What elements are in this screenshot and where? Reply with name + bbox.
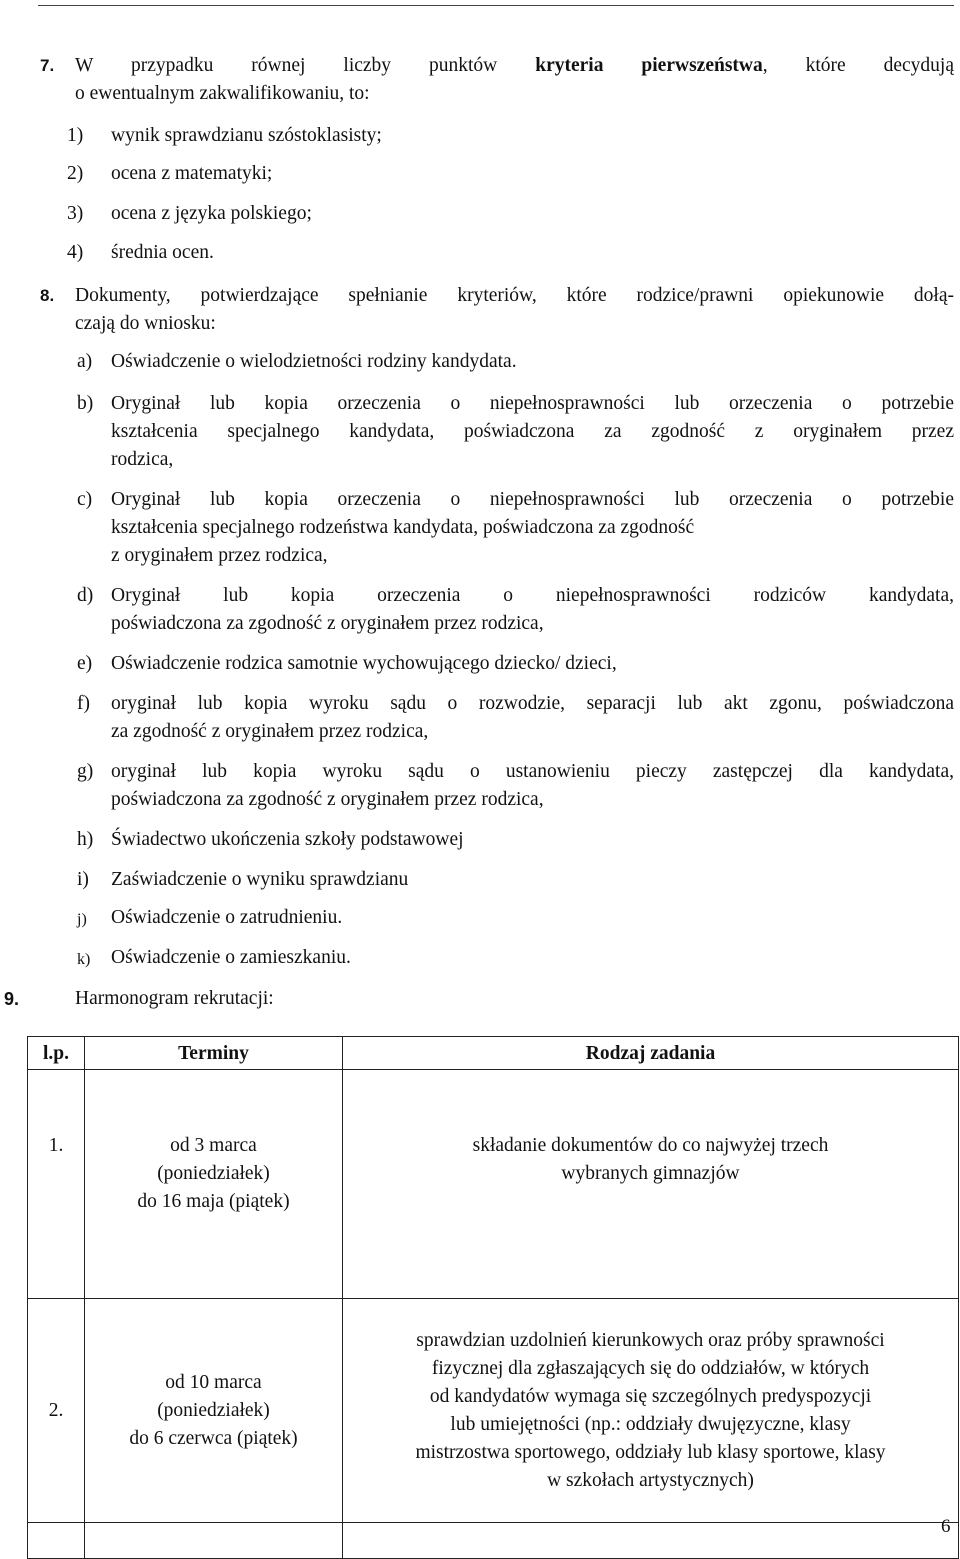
table-row-empty <box>28 1523 959 1559</box>
section-9-title: Harmonogram rekrutacji: <box>75 988 274 1009</box>
list-marker: 1) <box>67 125 84 146</box>
list-item-line: rodzica, <box>111 449 174 470</box>
list-item: Oświadczenie o wielodzietności rodziny kandydata. <box>111 351 517 372</box>
list-item: ocena z języka polskiego; <box>111 203 312 224</box>
table-row <box>28 1299 959 1523</box>
list-item-line: Oryginał lub kopia orzeczenia o niepełnosprawności lub orzeczenia o potrzebie <box>111 393 954 414</box>
list-marker: i) <box>77 869 89 890</box>
list-item: Zaświadczenie o wyniku sprawdzianu <box>111 869 409 890</box>
list-item-line: kształcenia specjalnego rodzeństwa kandydata, poświadczona za zgodność <box>111 517 695 538</box>
list-marker: d) <box>77 585 94 606</box>
list-item: Oświadczenie rodzica samotnie wychowującego dziecko/ dzieci, <box>111 653 617 674</box>
list-marker: h) <box>77 829 94 850</box>
schedule-table <box>27 1036 959 1559</box>
section-8-line-1: Dokumenty, potwierdzające spełnianie kryteriów, które rodzice/prawni opiekunowie dołą- <box>75 285 954 306</box>
list-item-line: za zgodność z oryginałem przez rodzica, <box>111 721 429 742</box>
list-item-line: poświadczona za zgodność z oryginałem przez rodzica, <box>111 613 544 634</box>
list-item-line: poświadczona za zgodność z oryginałem przez rodzica, <box>111 789 544 810</box>
list-marker: e) <box>77 653 93 674</box>
header-lp: l.p. <box>28 1037 85 1070</box>
list-marker: 2) <box>67 163 84 184</box>
cell-terms <box>85 1523 343 1559</box>
list-marker: 4) <box>67 242 84 263</box>
list-item: wynik sprawdzianu szóstoklasisty; <box>111 125 382 146</box>
list-item: średnia ocen. <box>111 242 214 263</box>
cell-task <box>343 1523 959 1559</box>
list-marker: a) <box>77 351 93 372</box>
list-item-line: oryginał lub kopia wyroku sądu o ustanowieniu pieczy zastępczej dla kandydata, <box>111 761 954 782</box>
list-marker: 3) <box>67 203 84 224</box>
list-item-line: oryginał lub kopia wyroku sądu o rozwodzie, separacji lub akt zgonu, poświadczona <box>111 693 954 714</box>
cell-lp: 2. <box>28 1299 85 1523</box>
list-item-line: kształcenia specjalnego kandydata, poświadczona za zgodność z oryginałem przez <box>111 421 954 442</box>
header-terms: Terminy <box>85 1037 343 1070</box>
table-row <box>28 1070 959 1299</box>
cell-terms: od 3 marca (poniedziałek) do 16 maja (piątek) <box>85 1070 343 1299</box>
list-item: Oświadczenie o zamieszkaniu. <box>111 947 351 968</box>
section-7-line-1: W przypadku równej liczby punktów kryteria pierwszeństwa, które decydują <box>75 55 954 76</box>
cell-lp <box>28 1523 85 1559</box>
list-marker: f) <box>77 693 90 714</box>
section-9-number: 9. <box>4 989 20 1009</box>
list-marker: k) <box>77 951 91 968</box>
priority-criteria-bold: kryteria pierwszeństwa <box>535 55 763 76</box>
cell-task: składanie dokumentów do co najwyżej trzech wybranych gimnazjów <box>343 1070 959 1299</box>
list-marker: b) <box>77 393 94 414</box>
header-task-type: Rodzaj zadania <box>343 1037 959 1070</box>
list-item: Świadectwo ukończenia szkoły podstawowej <box>111 829 464 850</box>
header-rule <box>38 5 954 6</box>
list-marker: g) <box>77 761 94 782</box>
list-item-line: Oryginał lub kopia orzeczenia o niepełnosprawności rodziców kandydata, <box>111 585 954 606</box>
section-7-line-2: o ewentualnym zakwalifikowaniu, to: <box>75 83 370 104</box>
list-item: ocena z matematyki; <box>111 163 273 184</box>
cell-terms: od 10 marca (poniedziałek) do 6 czerwca (piątek) <box>85 1299 343 1523</box>
list-item-line: z oryginałem przez rodzica, <box>111 545 328 566</box>
section-7-number: 7. <box>40 56 55 75</box>
section-8-number: 8. <box>40 286 55 305</box>
section-8-line-2: czają do wniosku: <box>75 313 216 334</box>
cell-task: sprawdzian uzdolnień kierunkowych oraz próby sprawności fizycznej dla zgłaszających się do oddziałów, w których od kandydatów wymaga się szczególnych predyspozycji lub umiejętności (np.: oddziały dwujęzyczne, klasy mistrzostwa sportowego, oddziały lub klasy sportowe, klasy w szkołach artystycznych) <box>343 1299 959 1523</box>
list-marker: c) <box>77 489 93 510</box>
page-number: 6 <box>941 1516 951 1537</box>
list-item: Oświadczenie o zatrudnieniu. <box>111 907 343 928</box>
table-header-row <box>28 1037 959 1070</box>
list-marker: j) <box>77 911 87 928</box>
cell-lp: 1. <box>28 1070 85 1299</box>
list-item-line: Oryginał lub kopia orzeczenia o niepełnosprawności lub orzeczenia o potrzebie <box>111 489 954 510</box>
